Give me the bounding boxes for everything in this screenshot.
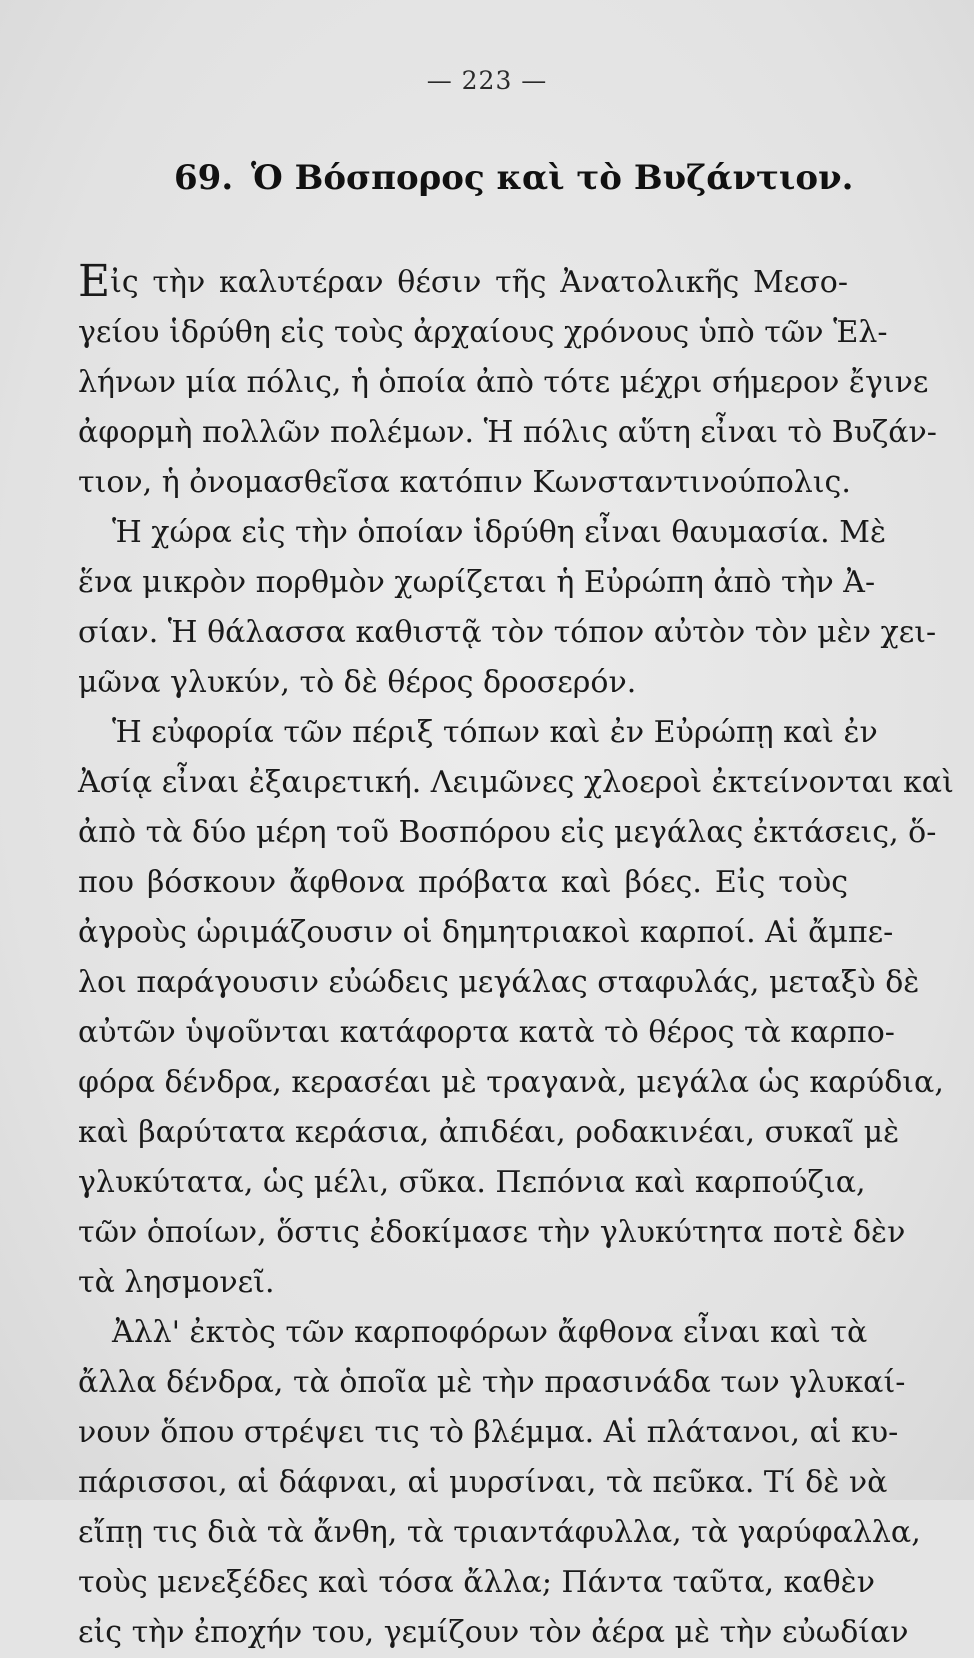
text-line: γλυκύτατα, ὡς μέλι, σῦκα. Πεπόνια καὶ καρπούζια, [78,1165,866,1200]
text-line: λήνων μία πόλις, ἡ ὁποία ἀπὸ τότε μέχρι σήμερον ἔγινε [78,365,929,400]
text-line: τῶν ὁποίων, ὅστις ἐδοκίμασε τὴν γλυκύτητα ποτὲ δὲν [78,1215,906,1250]
body-text [78,256,954,1658]
page-number: — 223 — [426,66,548,95]
chapter-title [174,158,874,198]
text-line: τὰ λησμονεῖ. [78,1265,275,1300]
text-line: Ἡ χώρα εἰς τὴν ὁποίαν ἱδρύθη εἶναι θαυμασία. Μὲ [112,515,887,550]
text-line: Ἀσίᾳ εἶναι ἐξαιρετική. Λειμῶνες χλοεροὶ ἐκτείνονται καὶ [78,765,954,800]
initial-letter: Ε [78,256,111,307]
text-line: Εἰς τὴν καλυτέραν θέσιν τῆς Ἀνατολικῆς Μεσο- [78,256,848,307]
text-line: ἀφορμὴ πολλῶν πολέμων. Ἡ πόλις αὕτη εἶναι τὸ Βυζάν- [78,415,937,450]
text-line: εἴπῃ τις διὰ τὰ ἄνθη, τὰ τριαντάφυλλα, τὰ γαρύφαλλα, [78,1515,921,1550]
text-line: νουν ὅπου στρέψει τις τὸ βλέμμα. Αἱ πλάτανοι, αἱ κυ- [78,1415,899,1450]
text-line: Ἡ εὐφορία τῶν πέριξ τόπων καὶ ἐν Εὐρώπῃ καὶ ἐν [112,715,878,750]
text-line: φόρα δένδρα, κερασέαι μὲ τραγανὰ, μεγάλα ὡς καρύδια, [78,1065,944,1100]
text-line: ἀπὸ τὰ δύο μέρη τοῦ Βοσπόρου εἰς μεγάλας ἐκτάσεις, ὅ- [78,815,937,850]
text-line: ἀγροὺς ὡριμάζουσιν οἱ δημητριακοὶ καρποί. Αἱ ἄμπε- [78,915,894,950]
text-line: μῶνα γλυκύν, τὸ δὲ θέρος δροσερόν. [78,665,637,700]
text-line: Ἀλλ' ἐκτὸς τῶν καρποφόρων ἄφθονα εἶναι καὶ τὰ [112,1315,868,1350]
chapter-title-text: Ὁ Βόσπορος καὶ τὸ Βυζάντιον. [251,158,854,198]
text-line: ἄλλα δένδρα, τὰ ὁποῖα μὲ τὴν πρασινάδα των γλυκαί- [78,1365,906,1400]
text-line: τοὺς μενεξέδες καὶ τόσα ἄλλα; Πάντα ταῦτα, καθὲν [78,1565,875,1600]
text-line: τιον, ἡ ὀνομασθεῖσα κατόπιν Κωνσταντινούπολις. [78,465,851,500]
text-line: ἕνα μικρὸν πορθμὸν χωρίζεται ἡ Εὐρώπη ἀπὸ τὴν Ἀ- [78,565,876,600]
text-line: σίαν. Ἡ θάλασσα καθιστᾷ τὸν τόπον αὐτὸν τὸν μὲν χει- [78,615,937,650]
text-line: αὐτῶν ὑψοῦνται κατάφορτα κατὰ τὸ θέρος τὰ καρπο- [78,1015,895,1050]
chapter-number: 69. [174,158,234,198]
text-line: εἰς τὴν ἐποχήν του, γεμίζουν τὸν ἀέρα μὲ τὴν εὐωδίαν [78,1615,909,1650]
text-line: πάρισσοι, αἱ δάφναι, αἱ μυρσίναι, τὰ πεῦκα. Τί δὲ νὰ [78,1465,888,1500]
text-line: γείου ἱδρύθη εἰς τοὺς ἀρχαίους χρόνους ὑπὸ τῶν Ἑλ- [78,315,888,350]
text-line: καὶ βαρύτατα κεράσια, ἀπιδέαι, ροδακινέαι, συκαῖ μὲ [78,1115,900,1150]
text-line: που βόσκουν ἄφθονα πρόβατα καὶ βόες. Εἰς τοὺς [78,865,848,900]
text-line: λοι παράγουσιν εὐώδεις μεγάλας σταφυλάς, μεταξὺ δὲ [78,965,920,1000]
